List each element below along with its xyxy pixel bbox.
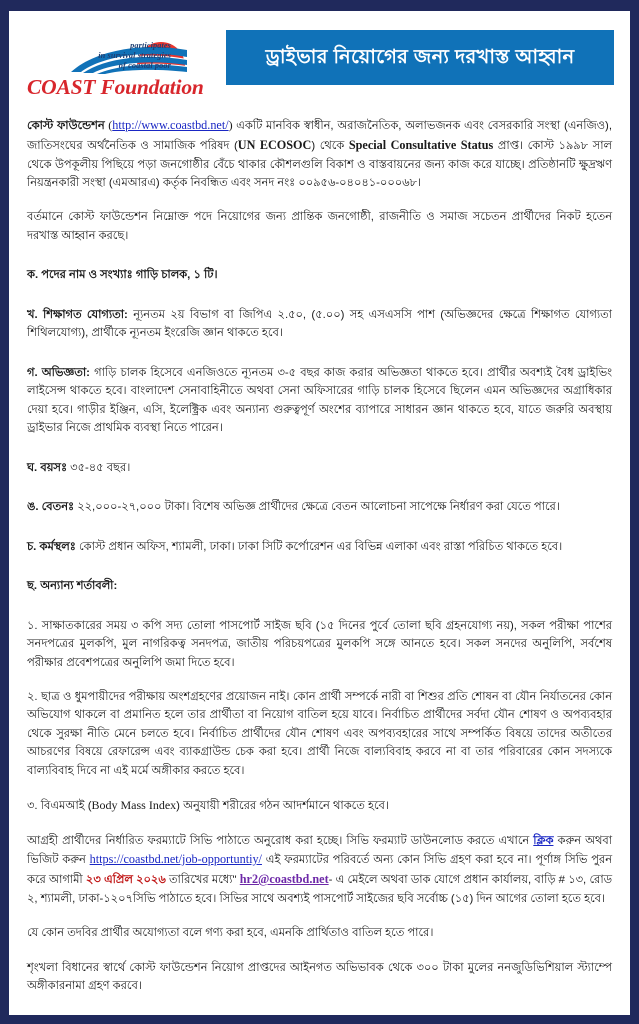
document-header (25, 28, 614, 100)
education-section (27, 306, 612, 343)
salary-section (27, 498, 612, 516)
coast-foundation-logo (25, 28, 212, 100)
banner-title: ড্রাইভার নিয়োগের জন্য দরখাস্ত আহ্বান (265, 46, 575, 69)
document-body (25, 116, 614, 996)
condition-item-2: ২. ছাত্র ও ধুমপায়ীদের পরীক্ষায় অংশগ্রহণের প্রয়োজন নাই। কোন প্রার্থী সম্পর্কে নারী বা শিশুর প্রতি শোষন বা যৌন নির্যাতনের কোন অভিযোগ থাকলে বা প্রমানিত হলে তার প্রার্থীতা বা নিয়োগ বাতিল হয়ে যাবে। নির্বাচিত প্রার্থীদের সর্বদা যৌন শোষণ ও অপব্যবহার থেকে সুরক্ষা নীতি মেনে চলতে হবে। নির্বাচিত প্রার্থীদের যৌন শোষণ এবং অপব্যবহারের সাথে সম্পর্কিত বিষয়ে তাদের অতীতের আচরণের বিষয়ে রেফারেন্স এবং ব্যাকগ্রাউন্ড চেক করা হবে। প্রার্থী নিজে বাল্যবিবাহ করবে না বা তার পরিবারের কোন সদস্যকে বাল্যবিবাহ দিবে না এই মর্মে অঙ্গীকার করতে হবে। (27, 690, 612, 777)
post-value: গাড়ি চালক, ১ টি। (132, 269, 218, 282)
intro-text-1: একটি মানবিক স্বাধীন, অরাজনৈতিক, অলাভজনক এবং বেসরকারি সংস্থা (এনজিও), জাতিসংঘের অর্থনৈতিক ও সামাজিক পরিষদ ( (27, 120, 613, 152)
logo-tagline (53, 41, 171, 71)
workplace-value: কোস্ট প্রধান অফিস, শ্যামলী, ঢাকা। ঢাকা সিটি কর্পোরেশন এর বিভিন্ন এলাকা এবং রাস্তা পরিচিত থাকতে হবে। (75, 540, 563, 553)
experience-label: গ. অভিজ্ঞতা: (27, 366, 90, 379)
footer-note-1: যে কোন তদবির প্রার্থীর অযোগ্যতা বলে গণ্য করা হবে, এমনকি প্রার্থিতাও বাতিল হতে পারে। (27, 927, 434, 940)
age-section (27, 459, 612, 477)
application-text-1: আগ্রহী প্রার্থীদের নির্ধারিত ফরম্যাটে সিভি পাঠাতে অনুরোধ করা হচ্ছে। সিভি ফরম্যাট ডাউনলোড করতে এখানে (27, 834, 534, 847)
intro-text-2: ) থেকে (311, 139, 349, 152)
intro-close-paren: ) (228, 118, 237, 132)
logo-tagline-line-1: participates (130, 41, 171, 50)
application-deadline: ২৩ এপ্রিল ২০২৬ (85, 874, 166, 887)
logo-mark (25, 28, 212, 76)
salary-label: ঙ. বেতনঃ (27, 501, 75, 514)
experience-value: গাড়ি চালক হিসেবে এনজিওতে ন্যূনতম ৩-৫ বছর কাজ করার অভিজ্ঞতা থাকতে হবে। প্রার্থীর অবশ্যই বৈধ ড্রাইভিং লাইসেন্স থাকতে হবে। বাংলাদেশ সেনাবাহিনীতে অথবা সেনা অফিসারের গাড়ি চালক হিসেবে ছিলেন এমন অভিজ্ঞদের অগ্রাধিকার দেয়া হবে। গাড়ীর ইঞ্জিন, এসি, ইলেক্ট্রিক এবং অন্যান্য গুরুত্বপূর্ণ অংশের ব্যাপারে সাধারন জ্ঞান থাকতে হবে, যাতে জরুরি অবস্থায় ড্রাইভার নিজে প্রাথমিক ব্যবস্থা নিতে পারেন। (27, 366, 612, 435)
un-ecosoc-label: UN ECOSOC (237, 137, 312, 152)
education-label: খ. শিক্ষাগত যোগ্যতা: (27, 308, 128, 321)
salary-value: ২২,০০০-২৭,০০০ টাকা। বিশেষ অভিজ্ঞ প্রার্থীদের ক্ষেত্রে বেতন আলোচনা সাপেক্ষে নির্ধারণ করা যেতে পারে। (74, 501, 560, 514)
workplace-section (27, 538, 612, 556)
bmi-term: Body Mass Index (91, 798, 177, 813)
intro-paragraph (27, 116, 612, 192)
bmi-prefix: ৩. বিএমআই ( (27, 800, 92, 813)
age-value: ৩৫-৪৫ বছর। (67, 461, 131, 474)
cv-format-download-link[interactable]: ক্লিক (533, 834, 554, 847)
announcement-paragraph: বর্তমানে কোস্ট ফাউন্ডেশন নিম্নোক্ত পদে নিয়োগের জন্য প্রান্তিক জনগোষ্ঠী, রাজনীতি ও সমাজ সচেতন প্রার্থীদের নিকট হতেন দরখাস্ত আহ্বান করছে। (27, 211, 612, 242)
application-text-3: এই ফরম্যাটের পরিবর্তে অন্য কোন সিভি গ্রহণ করা হবে না। পূর্ণাঙ্গ সিভি পুরন করে আগামী (27, 854, 613, 887)
post-label: ক. পদের নাম ও সংখ্যাঃ (27, 269, 133, 282)
job-opportunity-link[interactable]: https://coastbd.net/job-opportuntiy/ (89, 852, 262, 867)
post-section (27, 266, 612, 284)
hr-email-link[interactable]: hr2@coastbd.net (239, 872, 329, 887)
bmi-suffix: ) অনুযায়ী শরীরের গঠন আদর্শমানে থাকতে হবে। (176, 800, 389, 813)
logo-tagline-line-3: of coastal poor (118, 61, 171, 71)
education-value: ন্যূনতম ২য় বিভাগ বা জিপিএ ২.৫০, (৫.০০) সহ এসএসসি পাশ (অভিজ্ঞদের ক্ষেত্রে শিক্ষাগত যোগ্যতা শিথিলযোগ্য), প্রার্থীকে ন্যূনতম ইংরেজি জ্ঞান থাকতে হবে। (27, 308, 612, 340)
application-instructions (27, 832, 612, 908)
age-label: ঘ. বয়সঃ (27, 461, 68, 474)
document-sheet (9, 11, 630, 1015)
application-text-5: - এ মেইলে অথবা ডাক যোগে প্রধান কার্যালয়, বাড়ি # ১৩, রোড ২, শ্যামলী, ঢাকা-১২০৭সিভি পাঠাতে হবে। সিভির সাথে অবশ্যই পাসপোর্ট সাইজের ছবি সর্বোচ্চ (১৫) দিন আগের তোলা হতে হবে। (27, 874, 613, 905)
consultative-status-label: Special Consultative Status (348, 137, 494, 152)
intro-open-paren: ( (104, 118, 113, 132)
logo-tagline-line-2: in survival strategies (98, 51, 171, 61)
footer-note-2: শৃংখলা বিধানের স্বার্থে কোস্ট ফাউন্ডেশন নিয়োগ প্রাপ্তদের আইনগত অভিভাবক থেকে ৩০০ টাকা মুলের ননজুডিভিশিয়াল স্ট্যাম্পে অঙ্গীকারনামা গ্রহণ করবে। (27, 961, 612, 993)
condition-item-1: ১. সাক্ষাতকারের সময় ৩ কপি সদ্য তোলা পাসপোর্ট সাইজ ছবি (১৫ দিনের পুর্বে তোলা ছবি গ্রহনযোগ্য নয়), সকল পরীক্ষা পাশের সনদপত্রের মুলকপি, মুল নাগরিকত্ব সনদপত্র, জাতীয় পরিচয়পত্রের মুলকপি সঙ্গে আনতে হবে। সকল সনদের অনুলিপি, সর্বশেষ পরীক্ষার প্রবেশপত্রের অনুলিপি জমা দিতে হবে। (27, 619, 612, 669)
title-banner (226, 30, 614, 85)
org-name: কোস্ট ফাউন্ডেশন (27, 120, 105, 132)
workplace-label: চ. কর্মস্থলঃ (27, 540, 76, 553)
bmi-condition (27, 796, 612, 815)
logo-wordmark: COAST Foundation (27, 75, 204, 99)
experience-section (27, 364, 612, 438)
other-conditions-heading: ছ. অন্যান্য শর্তাবলী: (27, 580, 118, 593)
application-text-4: তারিখের মধ্যে" (165, 874, 240, 887)
intro-text-3: প্রাপ্ত। কোস্ট ১৯৯৮ সাল থেকে উপকূলীয় পিছিয়ে পড়া জনগোষ্ঠীর বেঁচে থাকার কৌশলগুলি বিকাশ ও বাস্তবায়নের জন্য কাজ করে যাচ্ছে। প্রতিষ্ঠানটি ক্ষুদ্রঋণ নিয়ন্ত্রনকারী সংস্থা (এমআরএ) কর্তৃক নিবন্ধিত এবং সনদ নংঃ ০০৯৫৬-০৪০৪১-০০০৬৮। (27, 139, 612, 189)
website-link[interactable]: http://www.coastbd.net/ (112, 118, 229, 132)
application-text-2: করুন অথবা ভিজিট করুন (27, 834, 612, 867)
